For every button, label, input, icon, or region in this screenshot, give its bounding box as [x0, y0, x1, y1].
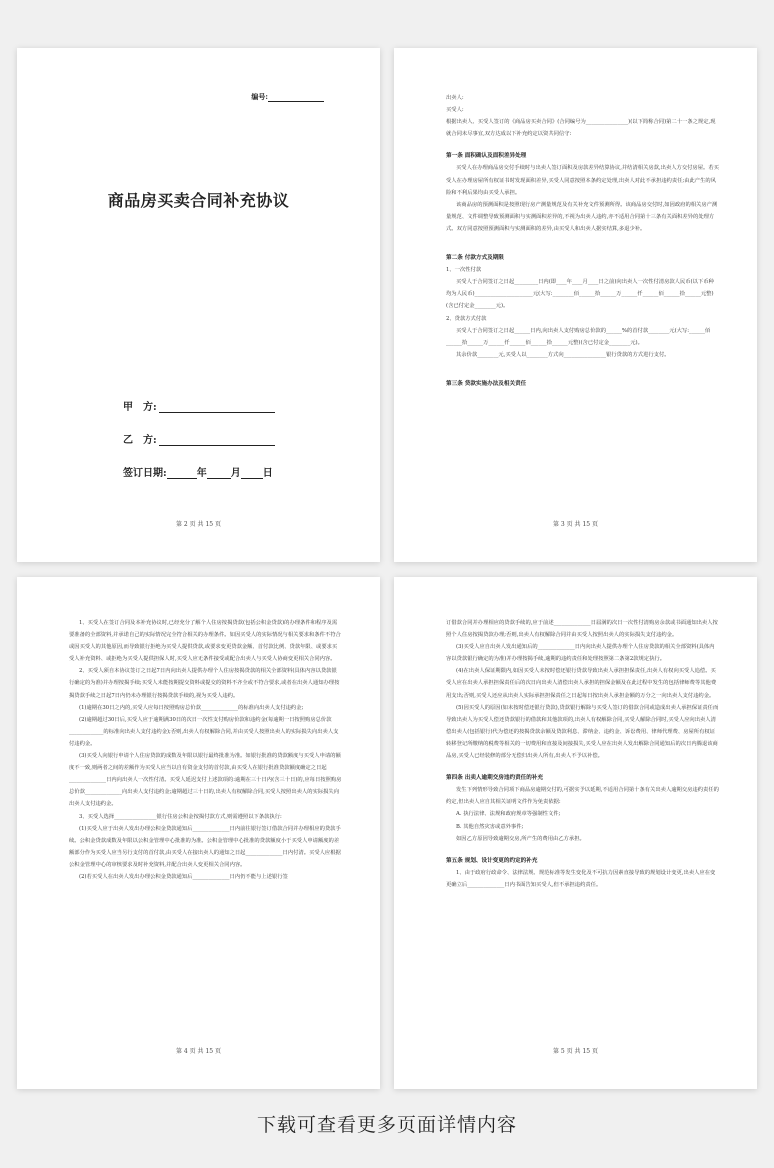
section-heading: 第一条 面积确认及面积差异处理: [446, 153, 527, 160]
paragraph: B. 其他自然灾害或意外事件;: [456, 823, 524, 830]
serial-number: [251, 92, 324, 102]
paragraph: 发生下列情形导致合同项下商品房逾期交付的,可据实予以延期,不适用合同第十条有关出卖人逾期交房违约责任的约定,但出卖人应自其相关证明文件作为免责依据:: [446, 787, 719, 806]
serial-label: 编号:: [251, 92, 268, 101]
page-5: [394, 577, 757, 1089]
section-heading: 第五条 规划、设计变更的约定的补充: [446, 857, 538, 864]
page-3-text: [446, 92, 719, 390]
paragraph: 2、贷款方式付款: [446, 315, 487, 322]
buyer-line: 买受人:: [446, 107, 464, 114]
paragraph: 买受人在办理商品房交付手续时与出卖人签订面积及房款差异结算协议,并结清相关房款,出卖人方交付房屋。若买受人在办理房屋所有权证书时发现面积差异,买受人同意按照本条约定处理,出卖人对此不承担违约责任;由此产生的风险和不利后果均由买受人承担。: [446, 165, 719, 196]
party-a-blank: [159, 402, 275, 413]
party-a-label: 甲 方:: [123, 402, 157, 413]
paragraph: 1、买受人在签订合同及本补充协议时,已经充分了解个人住房按揭贷款(包括公积金贷款)的办理条件和程序及需要准备的全部资料,并承诺自己的实际情况完全符合相关的办理条件。如因买受人的实际情况与相关要求和条件不符合或因买受人的其他原因,而导致银行拒绝为买受人提供贷款,或要求变更贷款金额、首付款比例、贷款年限、或要求买受人补充资料、或拒绝为买受人提供担保人时,买受人应无条件接受或配合出卖人与买受人协商变更相关合同内容。: [69, 620, 341, 663]
paragraph: (3)买受人向银行申请个人住房贷款的成数及年限以银行最终批准为准。如银行批准的贷款额度与买受人申请的额度不一致,则两者之间的差额作为买受人应当以自有资金支付的首付款,由买受人在银行批准贷款额度确定之日起______________日内向出卖人一次性付清。买受人延迟支付上述款项的:逾期在三十日内(含三十日)的,应每日按照购房总价款______________向出卖人支付违约金;逾期超过三十日的,出卖人有权解除合同,买受人按照出卖人的实际损失向出卖人支付违约金。: [69, 753, 342, 808]
document-title: 商品房买卖合同补充协议: [107, 191, 290, 210]
paragraph: 买受人于合同签订之日起______日内,向出卖人支付购房总价款的______%的首付款________元(大写:______佰______拾______万______仟______佰______拾______元整)(含已付定金________元)。: [446, 327, 711, 346]
page-number: 第 5 页 共 15 页: [553, 1048, 598, 1055]
page-number: 第 3 页 共 15 页: [553, 521, 598, 528]
year-label: 年: [196, 468, 207, 479]
paragraph: (2)若买受人在出卖人发出办理公积金贷款通知后______________日内仍不能与上述银行签: [79, 873, 288, 880]
party-a: [123, 398, 275, 413]
paragraph: 该商品房的预测面积是按照现行房产测量规范及有关补充文件预测所得。该商品房交付时,如因政府的相关房产测量规范、文件调整导致预测面积与实测面积差异的,不视为出卖人违约,亦不适用合同第十三条有关面积差异的处理方式。双方同意按照预测面积与实测面积的差异,由买受人和出卖人据实结算,多退少补。: [446, 201, 718, 232]
paragraph: (3)买受人应自出卖人发出通知后的______________日内向出卖人提供办理个人住房贷款的相关全部资料(具体内容以贷款银行确定的为准)并办理按揭手续,逾期的违约责任和处理按照第二条第2款规定执行。: [446, 644, 715, 663]
sign-date-label: 签订日期:: [123, 468, 167, 479]
sign-date: [123, 464, 273, 479]
paragraph: A. 执行法律、法规和政府规章等强制性文件;: [456, 811, 561, 818]
year-blank: [167, 468, 197, 479]
party-b: [123, 431, 275, 446]
section-heading: 第二条 付款方式及期限: [446, 255, 504, 262]
month-label: 月: [230, 468, 241, 479]
page-5-text: [446, 617, 719, 891]
paragraph: (2)逾期超过30日后,买受人应于逾期满30日的次日一次性支付购房价款和违约金(每逾期一日按照购房总价款_____________的标准向出卖人支付违约金);否则,出卖人有权解除合同,并由买受人按照出卖人的实际损失向出卖人支付违约金。: [69, 716, 339, 747]
page-4: [17, 577, 380, 1089]
page-4-text: [69, 617, 342, 883]
paragraph: (1)买受人应于出卖人发出办理公积金贷款通知后______________日内前往银行签订借款合同并办理相应的贷款手续。公积金贷款成数及年限以公积金管理中心批准的为准。公积金管理中心批准的贷款额度小于买受人申请额度的差额部分作为买受人应当另行支付的首付款,由买受人在接出卖人的通知之日起______________日内付清。买受人应根据公积金管理中心的审核要求及时补充资料,并配合出卖人变更相关合同内容。: [69, 825, 341, 868]
paragraph: 2、买受人须自本协议签订之日起7日内向出卖人提供办理个人住房按揭贷款的相关全部资料(具体内容以贷款银行确定的为准)并办理按揭手续;买受人未能按期提交资料或提交的资料不齐全或不符合要求,或者在出卖人通知办理按揭贷款手续之日起7日内仍未办理银行按揭贷款手续的,视为买受人违约。: [69, 668, 340, 699]
day-blank: [241, 468, 263, 479]
section-heading: 第三条 贷款实施办法及相关责任: [446, 380, 527, 387]
month-blank: [207, 468, 231, 479]
paragraph: (1)逾期在30日之内的,买受人应每日按照购房总价款______________的标准向出卖人支付违约金;: [79, 704, 304, 711]
paragraph: 如因乙方原因导致逾期交房,所产生的费用由乙方承担。: [456, 835, 585, 842]
paragraph: (5)因买受人的原因(如未按时偿还银行贷款),贷款银行解除与买受人签订的借款合同或造成出卖人承担保证责任而导致出卖人为买受人偿还贷款银行的借款和其他款项的,出卖人有权解除合同,买受人解除合同时,买受人应向出卖人清偿出卖人(包括银行)代为偿还的按揭贷款余额及贷款利息、滞纳金、违约金、诉讼费用、律师代理费、房屋所有权证转移登记所缴纳的税费等相关的一切费用和直接及间接损失,买受人应在出卖人发出解除合同通知后的次日内腾退该商品房,买受人已经装修的部分无偿归出卖人所有,出卖人不予以补偿。: [446, 704, 719, 760]
party-b-blank: [159, 435, 275, 446]
intro-paragraph: 根据出卖人、买受人签订的《商品房买卖合同》(合同编号为________________)(以下简称合同)第二十一条之规定,现就合同未尽事宜,双方达成以下补充约定以资共同信守:: [446, 119, 716, 138]
paragraph: 买受人于合同签订之日起_________日内(即____年____月____日之前)向出卖人一次性付清房款人民币(以下币种均为人民币)______________________元(大写:________佰______拾______万______仟______佰______拾______元整)(含已付定金________元)。: [446, 279, 714, 310]
paragraph: 1、由于政府行政命令、法律法规、规范标准等发生变化及不可抗力因素直接导致的规划设计变更,出卖人应在变更确立后______________日内书面告知买受人,但不承担违约责任。: [446, 869, 716, 888]
party-b-label: 乙 方:: [123, 435, 157, 446]
paragraph: 3、买受人选择________________银行住房公积金按揭付款方式,则需遵照以下条款执行:: [79, 813, 282, 820]
day-label: 日: [262, 468, 273, 479]
section-heading: 第四条 出卖人逾期交房违约责任的补充: [446, 775, 544, 782]
paragraph: 订借款合同并办理相应的贷款手续的,应于前述______________日届满的次日一次性付清购房余款或书面通知出卖人按照个人住房按揭贷款办理;否则,出卖人有权解除合同并由买受人按照出卖人的实际损失支付违约金。: [446, 620, 718, 639]
paragraph: 1、一次性付款: [446, 267, 482, 274]
seller-line: 出卖人:: [446, 95, 464, 101]
page-number: 第 4 页 共 15 页: [176, 1048, 221, 1055]
download-more-prompt[interactable]: 下载可查看更多页面详情内容: [256, 1114, 517, 1136]
serial-blank: [268, 94, 324, 102]
page-number: 第 2 页 共 15 页: [176, 521, 221, 528]
paragraph: 其余价款________元,买受人以________方式向________________银行贷款的方式进行支付。: [456, 351, 670, 358]
paragraph: (4)在出卖人保证期限内,如因买受人未按时偿还银行贷款导致出卖人承担担保责任,出卖人有权向买受人追偿。买受人应在出卖人承担担保责任后的次日向出卖人清偿出卖人承担的担保金额及在此过程中发生的包括律师费等其他费用支出;否则,买受人还应从出卖人实际承担担保责任之日起每日按出卖人承担金额的万分之一向出卖人支付违约金。: [446, 668, 717, 699]
page-3: [394, 48, 757, 562]
page-cover: [17, 48, 380, 562]
